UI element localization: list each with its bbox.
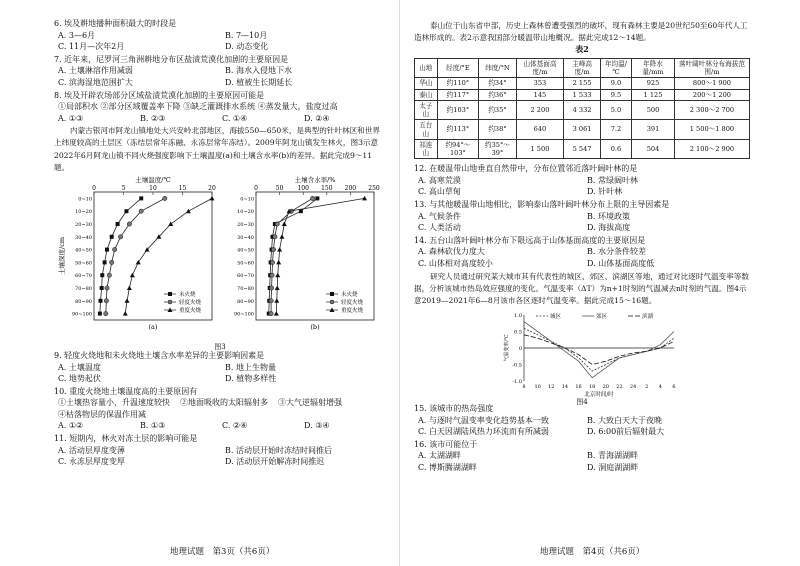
data-point [273, 235, 277, 239]
table-header-cell: 经度/°E [437, 58, 479, 77]
data-point [269, 286, 273, 290]
x-tick-label: 6 [672, 383, 676, 390]
data-point [136, 260, 141, 265]
table-header-cell: 落叶阔叶林分布海拔范围/m [674, 58, 749, 77]
legend-label: 郊区 [596, 313, 608, 320]
figure-4-chart [414, 307, 750, 398]
x-tick-label: 0 [92, 184, 96, 192]
legend-marker [330, 292, 334, 296]
legend-label: 未火烧 [341, 291, 358, 298]
table-cell: 太子山 [415, 100, 438, 119]
data-point [275, 222, 279, 226]
data-point [123, 311, 128, 316]
table-cell: 9.5 [600, 89, 631, 100]
table-cell: 2 100～2 900 [674, 139, 749, 158]
table-row [415, 89, 750, 100]
option-d: D. ②④ [304, 113, 330, 123]
option-a: A. 与逐时气温变率变化趋势基本一致 [418, 415, 549, 425]
x-tick-label: 14 [561, 383, 569, 390]
data-point [100, 273, 104, 277]
option-d: D. ③④ [304, 421, 330, 431]
option-b: B. 活动层开始时冻结时间推后 [225, 445, 332, 455]
table-cell: 640 [516, 120, 564, 139]
panel-label: (a) [148, 322, 158, 331]
series-line-1 [106, 198, 165, 313]
y-tick-label: 70~80 [237, 285, 254, 292]
table-cell: 祁连山 [415, 139, 438, 158]
option-b: B. 大致白天大于夜晚 [587, 415, 662, 425]
data-point [269, 299, 273, 303]
data-point [118, 235, 122, 239]
table-cell: 3 061 [564, 120, 601, 139]
item-2: ②地面吸收的太阳辐射多 [180, 398, 268, 408]
table-header-cell: 年降水量/mm [632, 58, 675, 77]
table-cell: 200～1 200 [674, 89, 749, 100]
legend-marker [168, 292, 172, 296]
table-cell: 1 500～1 800 [674, 120, 749, 139]
legend-label: 未火烧 [179, 291, 196, 298]
table-header-cell: 纬度/°N [479, 58, 516, 77]
question-6 [54, 18, 386, 53]
table-cell: 5 547 [564, 139, 601, 158]
y-tick-label: 60~70 [237, 273, 254, 280]
panel-label: (b) [310, 322, 320, 331]
data-point [107, 273, 111, 277]
option-c: C. 永冻层厚度变厚 [58, 457, 125, 467]
option-d: D. 海拔高度 [587, 223, 631, 233]
data-point [104, 311, 108, 315]
x-axis-label: 北京时间/时 [584, 391, 614, 398]
x-tick-label: 18 [588, 383, 596, 390]
option-d: D. 山体基面高度低 [587, 258, 655, 268]
option-d: D. 动态变化 [225, 42, 269, 52]
x-tick-label: 2 [645, 383, 649, 390]
option-b: B. 常绿阔叶林 [587, 175, 638, 185]
x-tick-label: 12 [548, 383, 555, 390]
legend-marker [168, 300, 172, 304]
figure-3-chart [54, 176, 386, 338]
question-8 [54, 90, 386, 125]
option-b: B. 水分条件较差 [587, 247, 646, 257]
table-cell: 353 [516, 78, 564, 89]
item-3: ③大气逆辐射增强 [278, 398, 342, 408]
table-cell: 925 [632, 78, 675, 89]
x-tick-label: 22 [616, 383, 623, 390]
option-b: B. 环境政策 [587, 211, 630, 221]
data-point [275, 285, 280, 290]
passage-15-16: 研究人员通过研究某大城市其有代表性的城区、郊区、滨湖区等地，通过对比逐时气温变率等数据，分析该城市热岛效应强度的变化。气温变率（ΔT）为n+1时刻的气温减去n时刻的气温。图4示意2019—2021年6—8月该市各区逐时气温变率。据此完成15～16题。 [414, 271, 749, 305]
y-axis-label: 土壤深度/cm [58, 236, 66, 275]
option-b: B. 7—10月 [225, 30, 268, 40]
data-point [103, 260, 107, 264]
chart-b [234, 175, 380, 331]
x-tick-label: 50 [275, 184, 284, 192]
y-tick-label: 50~60 [75, 260, 92, 267]
legend-label: 轻度火烧 [179, 299, 202, 306]
question-15 [414, 403, 750, 438]
data-point [112, 247, 116, 251]
y-tick-label: 30~40 [75, 234, 92, 241]
question-stem: 8. 埃及开辟农场部分区域盐渍荒漠化加剧的主要原因可能是 [54, 90, 265, 100]
question-14 [414, 235, 750, 270]
data-point [186, 209, 191, 214]
table-cell: 约38° [479, 120, 516, 139]
option-c: C. 山体相对高度较小 [418, 258, 493, 268]
axis-title: 土壤温度/℃ [135, 175, 171, 184]
page-footer: 地理试题 第3页（共6页） [170, 546, 275, 557]
data-point [110, 235, 114, 239]
figure-3 [54, 175, 386, 351]
page-3 [0, 0, 398, 566]
x-tick-label: 16 [575, 383, 582, 390]
table-header-row [415, 58, 750, 77]
table-cell: 约110° [437, 78, 479, 89]
table-row [415, 120, 750, 139]
x-tick-label: 10 [534, 383, 541, 390]
option-a: A. 土壤淋溶作用减弱 [58, 66, 133, 76]
y-tick-label: 20~30 [237, 221, 254, 228]
figure-4-caption: 图4 [576, 397, 588, 406]
data-point [105, 248, 109, 252]
table-cell: 500 [632, 100, 675, 119]
y-tick-label: -1.0 [512, 378, 522, 385]
option-d: D. 植物多样性 [225, 374, 277, 384]
x-tick-label: 24 [629, 383, 637, 390]
y-tick-label: 40~50 [237, 247, 254, 254]
y-tick-label: 70~80 [75, 285, 92, 292]
question-stem: 12. 在暖温带山地垂直自然带中，分布位置邻近落叶阔叶林的是 [414, 164, 638, 174]
question-9 [54, 350, 386, 385]
question-stem: 15. 该城市的热岛强度 [414, 403, 494, 413]
legend-label: 重度火烧 [179, 307, 202, 314]
data-point [270, 273, 274, 277]
x-tick-label: 0 [254, 184, 258, 192]
y-tick-label: 10~20 [237, 209, 254, 216]
item-4: ④枯落物层的保温作用减 [58, 409, 146, 419]
data-point [110, 260, 114, 264]
table-cell: 2 155 [564, 78, 601, 89]
option-d: D. 针叶林 [587, 187, 623, 197]
table-cell: 5.0 [600, 100, 631, 119]
data-point [125, 298, 130, 303]
option-d: D. 植被生长期延长 [225, 77, 293, 87]
y-axis-label: 气温变率/℃ [504, 334, 510, 362]
data-point [104, 299, 108, 303]
option-c: C. 滨海湿地范围扩大 [58, 77, 133, 87]
data-point [105, 286, 109, 290]
table-cell: 1 125 [632, 89, 675, 100]
figure-3-caption: 图3 [214, 342, 226, 351]
question-11 [54, 433, 386, 468]
data-point [127, 285, 132, 290]
option-c: C. 11月—次年2月 [58, 42, 125, 52]
option-c: C. ②④ [222, 421, 248, 431]
table-header-cell: 年均温/℃ [600, 58, 631, 77]
option-a: A. 森林砍伐力度大 [418, 247, 485, 257]
chart-a [57, 175, 216, 331]
table-cell: 约103° [437, 100, 479, 119]
y-tick-label: 90~100 [233, 311, 254, 318]
question-stem: 11. 短期内，林火对冻土层的影响可能是 [54, 434, 198, 444]
y-tick-label: 80~90 [237, 298, 254, 305]
question-13 [414, 199, 750, 234]
question-10 [54, 386, 386, 432]
y-tick-label: 0~10 [78, 196, 92, 203]
option-b: B. ②③ [140, 113, 166, 123]
table-cell: 约94°～103° [437, 139, 479, 158]
data-point [271, 247, 275, 251]
table-row [415, 100, 750, 119]
table-2-caption: 表2 [575, 44, 589, 55]
table-cell: 五台山 [415, 120, 438, 139]
data-point [277, 247, 282, 252]
question-stem: 13. 与其他暖温带山地相比，影响泰山落叶阔叶林分布上限的主导因素是 [414, 200, 670, 209]
table-cell: 约34° [479, 78, 516, 89]
table-header-cell: 山地 [415, 58, 438, 77]
y-tick-label: 60~70 [75, 273, 92, 280]
option-c: C. 人类活动 [418, 223, 461, 233]
question-items: ①局部积水 ②部分区域覆盖率下降 ③缺乏灌溉排水系统 ④蒸发量大，盐度过高 [58, 102, 338, 112]
table-cell: 泰山 [415, 89, 438, 100]
table-header-cell: 山体基面高度/m [516, 58, 564, 77]
data-point [139, 209, 143, 213]
x-tick-label: 15 [178, 184, 187, 192]
series-line-0 [269, 198, 318, 313]
data-point [124, 209, 128, 213]
data-point [274, 298, 279, 303]
question-stem: 9. 轻度火烧地和未火烧地土壤含水率差异的主要影响因素是 [54, 350, 265, 360]
question-16 [414, 439, 750, 474]
data-point [282, 221, 287, 226]
option-b: B. 地上生物量 [225, 362, 276, 372]
series-line-0 [524, 328, 674, 371]
data-point [163, 196, 167, 200]
data-point [116, 222, 120, 226]
series-line-2 [125, 198, 212, 313]
data-point [210, 196, 215, 201]
table-cell: 4 332 [564, 100, 601, 119]
option-a: A. 气候条件 [418, 211, 461, 221]
legend-label: 滨湖 [642, 313, 654, 320]
y-tick-label: 0.5 [514, 329, 522, 336]
option-a: A. ①③ [58, 113, 84, 123]
option-c: C. 白天因湖陆风热力环流而有所减弱 [418, 427, 549, 437]
option-a: A. 活动层厚度变薄 [58, 445, 125, 455]
series-line-1 [524, 322, 674, 378]
table-cell: 1 500 [516, 139, 564, 158]
passage-9-11: 内蒙古银河市阿龙山镇地处大兴安岭北部地区，海拔550—650米，是典型的针叶林区和世界上纬度较高的土层区（冻结层常年冻融、永冻层常年冻结）。2009年阿龙山镇发生林火，图3示意2022年6月阿龙山镇不同火烧强度影响下土壤温度(a)和土壤含水率(b)的差异。据此完成9～11题。 [54, 126, 380, 172]
question-stem: 14. 五台山落叶阔叶林分布下限远高于山体基面高度的主要原因是 [414, 235, 646, 245]
table-cell: 2 300～2 700 [674, 100, 749, 119]
y-tick-label: 30~40 [237, 234, 254, 241]
data-point [100, 286, 104, 290]
table-2 [414, 58, 750, 159]
table-cell: 145 [516, 89, 564, 100]
legend-label: 轻度火烧 [341, 299, 364, 306]
option-b: B. ①③ [140, 421, 166, 431]
y-tick-label: 40~50 [75, 247, 92, 254]
data-point [139, 196, 143, 200]
table-cell: 391 [632, 120, 675, 139]
table-cell: 2 200 [516, 100, 564, 119]
x-tick-label: 8 [522, 383, 526, 390]
option-a: A. 太湖湖畔 [418, 451, 461, 461]
data-point [130, 273, 135, 278]
x-tick-label: 20 [208, 184, 216, 192]
table-cell: 约117° [437, 89, 479, 100]
data-point [274, 311, 279, 316]
data-point [275, 273, 280, 278]
question-stem: 7. 近年来，尼罗河三角洲耕地分布区盐渍荒漠化加剧的主要原因是 [54, 54, 289, 64]
table-cell: 7.2 [600, 120, 631, 139]
option-d: D. 6:00前后辐射最大 [587, 427, 665, 437]
option-b: B. 青海湖湖畔 [587, 451, 638, 461]
legend-marker [330, 300, 334, 304]
data-point [98, 312, 102, 316]
question-12 [414, 163, 750, 198]
table-row [415, 139, 750, 158]
data-point [310, 196, 314, 200]
table-cell: 9.0 [600, 78, 631, 89]
option-c: C. 地势起伏 [58, 374, 101, 384]
data-point [270, 260, 274, 264]
data-point [168, 221, 173, 226]
page-footer: 地理试题 第4页（共6页） [540, 546, 645, 557]
question-stem: 16. 该市可能位于 [414, 439, 478, 449]
option-b: B. 海水入侵地下水 [225, 66, 292, 76]
x-tick-label: 250 [368, 184, 380, 192]
table-header-cell: 主峰高度/m [564, 58, 601, 77]
option-c: C. ①④ [222, 113, 248, 123]
data-point [269, 311, 273, 315]
question-stem: 10. 重度火烧地土壤温度高的主要原因有 [54, 386, 198, 396]
passage-12-14: 泰山位于山东省中部，历史上森林曾遭受强烈的破坏，现有森林主要是20世纪50至60年代人工造林形成的。表2示意我国部分暖温带山地概况。据此完成12～14题。 [414, 21, 748, 43]
data-point [315, 196, 319, 200]
x-tick-label: 4 [658, 383, 662, 390]
option-d: D. 活动层开始解冻时间推迟 [225, 457, 325, 467]
data-point [98, 299, 102, 303]
question-7 [54, 54, 386, 89]
y-tick-label: 0 [518, 345, 522, 352]
data-point [127, 222, 131, 226]
x-tick-label: 10 [149, 184, 157, 192]
option-c: C. 高山草甸 [418, 187, 461, 197]
table-cell: 约36° [479, 89, 516, 100]
y-tick-label: 1.0 [514, 312, 522, 319]
y-tick-label: 90~100 [71, 311, 92, 318]
y-tick-label: 10~20 [75, 209, 92, 216]
table-cell: 504 [632, 139, 675, 158]
data-point [279, 234, 284, 239]
figure-4 [414, 307, 750, 406]
table-row [415, 78, 750, 89]
y-tick-label: 50~60 [237, 260, 254, 267]
table-cell: 1 533 [564, 89, 601, 100]
data-point [276, 260, 281, 265]
question-stem: 6. 埃及耕地播种面积最大的时段是 [54, 19, 177, 28]
table-cell: 约35° [479, 100, 516, 119]
axis-title: 土壤含水率/% [294, 175, 336, 184]
option-a: A. ①② [58, 421, 84, 431]
series-line-0 [100, 198, 141, 313]
table-cell: 约35°～39° [479, 139, 516, 158]
option-a: A. 高寒荒漠 [418, 175, 461, 185]
table-cell: 800～1 900 [674, 78, 749, 89]
option-a: A. 3—6月 [58, 30, 96, 40]
table-cell: 约113° [437, 120, 479, 139]
x-tick-label: 100 [297, 184, 309, 192]
data-point [362, 196, 367, 201]
y-tick-label: 80~90 [75, 298, 92, 305]
legend-label: 城区 [550, 313, 562, 320]
x-tick-label: 5 [121, 184, 126, 192]
item-1: ①土壤热容量小，升温速度较快 [58, 398, 170, 408]
legend-label: 重度火烧 [341, 307, 364, 314]
page-4 [400, 0, 800, 566]
y-tick-label: 0~10 [240, 196, 254, 203]
table-cell: 0.6 [600, 139, 631, 158]
table-cell: 华山 [415, 78, 438, 89]
y-tick-label: -0.5 [512, 362, 522, 369]
x-tick-label: 200 [344, 184, 357, 192]
option-c: C. 博斯腾湖湖畔 [418, 462, 477, 472]
x-tick-label: 150 [321, 184, 333, 192]
x-tick-label: 20 [602, 383, 610, 390]
option-a: A. 土壤温度 [58, 362, 101, 372]
y-tick-label: 20~30 [75, 221, 92, 228]
option-d: D. 洞庭湖湖畔 [587, 462, 639, 472]
